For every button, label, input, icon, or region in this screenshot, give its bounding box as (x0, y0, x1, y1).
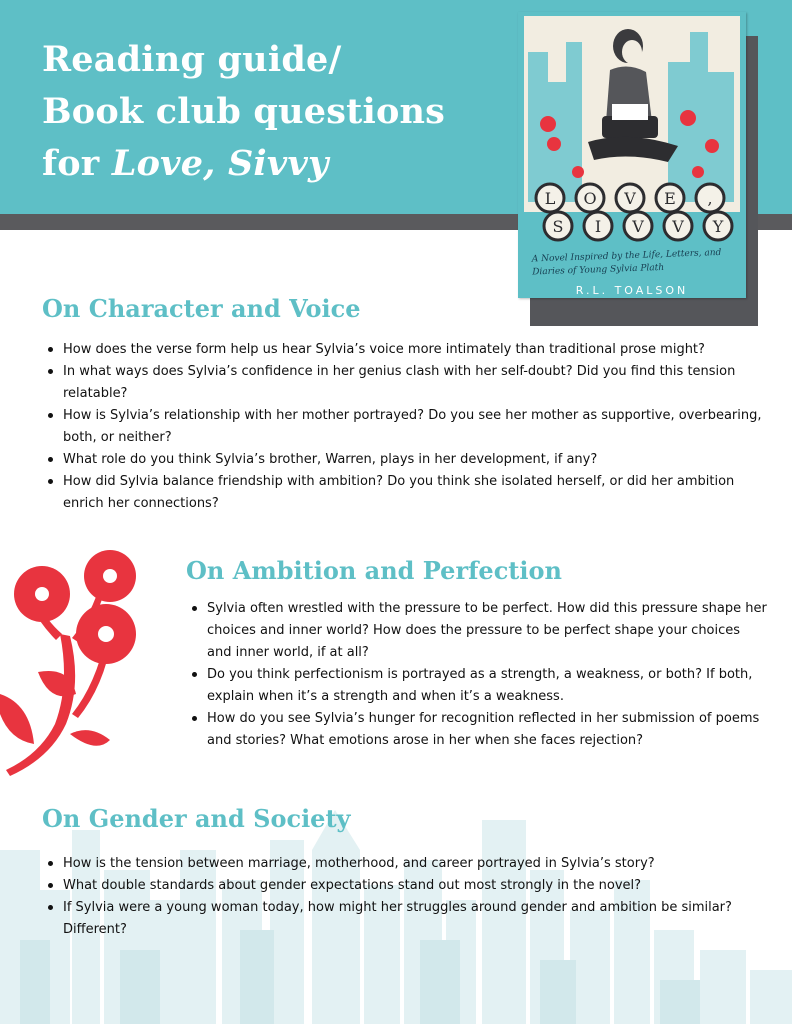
title-line-1: Reading guide/ (42, 39, 342, 80)
question-list-gender-society (42, 853, 763, 941)
typewriter-key-letter: V (624, 189, 636, 208)
typewriter-key-letter: L (544, 189, 556, 208)
title-line-2: Book club questions (42, 91, 446, 132)
title-book-name: Love, Sivvy (111, 143, 329, 184)
book-cover-image (518, 12, 746, 298)
question-item: If Sylvia were a young woman today, how might her struggles around gender and ambition be similar? Different? (63, 897, 763, 941)
typewriter-key-letter: V (632, 217, 644, 236)
section-heading-gender-society: On Gender and Society (42, 804, 351, 833)
question-item: In what ways does Sylvia’s confidence in her genius clash with her self-doubt? Did you find this tension relatable? (63, 361, 763, 405)
page-title (42, 34, 445, 190)
typewriter-key-letter: , (707, 189, 713, 208)
typewriter-key-letter: V (672, 217, 684, 236)
typewriter-key-letter: O (583, 189, 597, 208)
title-line-3-prefix: for (42, 143, 112, 184)
question-item: What role do you think Sylvia’s brother, Warren, plays in her development, if any? (63, 449, 763, 471)
section-heading-ambition-perfection: On Ambition and Perfection (186, 556, 562, 585)
question-item: How is the tension between marriage, motherhood, and career portrayed in Sylvia’s story? (63, 853, 763, 875)
question-list-ambition-perfection (186, 598, 767, 752)
typewriter-key-letter: S (552, 217, 564, 236)
question-item: Do you think perfectionism is portrayed as a strength, a weakness, or both? If both, explain when it’s a strength and when it’s a weakness. (207, 664, 767, 708)
question-item: Sylvia often wrestled with the pressure to be perfect. How did this pressure shape her choices and inner world? How does the pressure to be perfect shape your choices and inner world, if at all? (207, 598, 767, 664)
book-cover-author: R.L. TOALSON (575, 284, 689, 297)
question-item: How do you see Sylvia’s hunger for recognition reflected in her submission of poems and stories? What emotions arose in her when she faces rejection? (207, 708, 767, 752)
question-item: How is Sylvia’s relationship with her mother portrayed? Do you see her mother as supportive, overbearing, both, or neither? (63, 405, 763, 449)
typewriter-key-letter: E (664, 189, 676, 208)
book-cover-subtitle: A Novel Inspired by the Life, Letters, and Diaries of Young Sylvia Plath (531, 247, 722, 278)
question-list-character-voice (42, 339, 763, 515)
section-heading-character-voice: On Character and Voice (42, 294, 361, 323)
red-flower-illustration (0, 544, 150, 776)
typewriter-key-letter: I (594, 217, 602, 236)
question-item: How does the verse form help us hear Sylvia’s voice more intimately than traditional prose might? (63, 339, 763, 361)
question-item: How did Sylvia balance friendship with ambition? Do you think she isolated herself, or did her ambition enrich her connections? (63, 471, 763, 515)
typewriter-key-letter: Y (712, 217, 724, 236)
question-item: What double standards about gender expectations stand out most strongly in the novel? (63, 875, 763, 897)
